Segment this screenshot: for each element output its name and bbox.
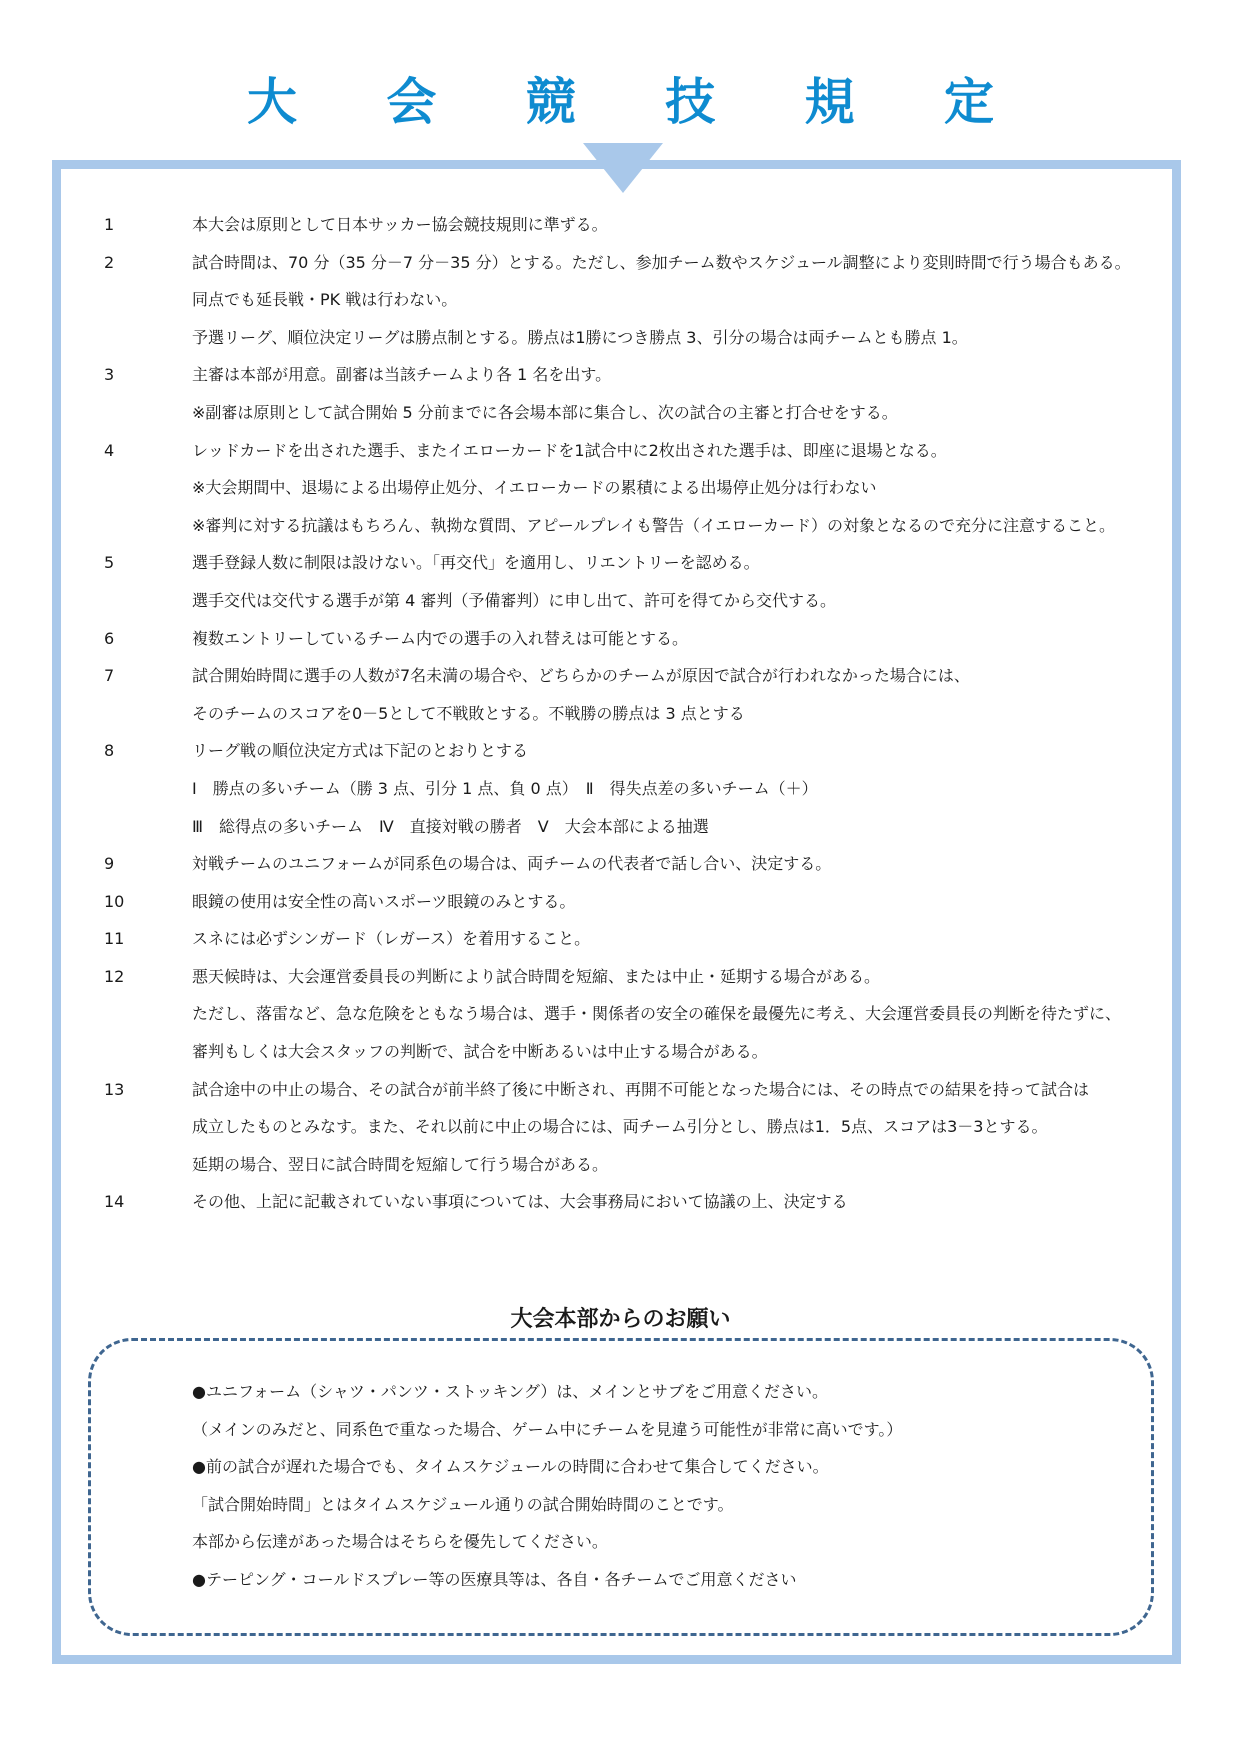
rule-text: Ⅰ 勝点の多いチーム（勝 3 点、引分 1 点、負 0 点） Ⅱ 得失点差の多いチーム（＋） bbox=[192, 778, 818, 798]
rule-text: 延期の場合、翌日に試合時間を短縮して行う場合がある。 bbox=[192, 1154, 609, 1174]
rule-line bbox=[0, 666, 1241, 704]
rules-list bbox=[0, 215, 1241, 1230]
rule-line bbox=[0, 516, 1241, 554]
rule-text: 同点でも延長戦・PK 戦は行わない。 bbox=[192, 290, 458, 310]
rule-text: 予選リーグ、順位決定リーグは勝点制とする。勝点は1勝につき勝点 3、引分の場合は両チームとも勝点 1。 bbox=[192, 327, 968, 347]
rule-number: 13 bbox=[104, 1079, 125, 1099]
rule-text: ※審判に対する抗議はもちろん、執拗な質問、アピールプレイも警告（イエローカード）の対象となるので充分に注意すること。 bbox=[192, 515, 1116, 535]
rule-line bbox=[0, 1192, 1241, 1230]
rule-text: ただし、落雷など、急な危険をともなう場合は、選手・関係者の安全の確保を最優先に考え、大会運営委員長の判断を待たずに、 bbox=[192, 1004, 1121, 1024]
request-line: ●テーピング・コールドスプレー等の医療具等は、各自・各チームでご用意ください bbox=[192, 1569, 797, 1589]
rule-text: リーグ戦の順位決定方式は下記のとおりとする bbox=[192, 741, 529, 761]
rule-number: 12 bbox=[104, 966, 125, 986]
rule-line bbox=[0, 1117, 1241, 1155]
requests-title: 大会本部からのお願い bbox=[510, 1307, 731, 1332]
rule-line bbox=[0, 817, 1241, 855]
rule-number: 7 bbox=[104, 666, 115, 686]
rule-line bbox=[0, 704, 1241, 742]
rule-number: 6 bbox=[104, 628, 115, 648]
frame-notch-decoration bbox=[583, 143, 663, 193]
rule-text: レッドカードを出された選手、またイエローカードを1試合中に2枚出された選手は、即座に退場となる。 bbox=[192, 440, 947, 460]
rule-line bbox=[0, 779, 1241, 817]
rule-number: 9 bbox=[104, 854, 115, 874]
rule-line bbox=[0, 441, 1241, 479]
rule-number: 8 bbox=[104, 741, 115, 761]
rule-line bbox=[0, 553, 1241, 591]
rule-line bbox=[0, 290, 1241, 328]
rule-number: 5 bbox=[104, 553, 115, 573]
rule-line bbox=[0, 629, 1241, 667]
rule-line bbox=[0, 967, 1241, 1005]
rule-number: 14 bbox=[104, 1192, 125, 1212]
request-line: 本部から伝達があった場合はそちらを優先してください。 bbox=[192, 1532, 608, 1552]
rule-text: 複数エントリーしているチーム内での選手の入れ替えは可能とする。 bbox=[192, 628, 689, 648]
rule-line bbox=[0, 403, 1241, 441]
rule-text: 選手登録人数に制限は設けない。「再交代」を適用し、リエントリーを認める。 bbox=[192, 553, 760, 573]
rule-text: 試合途中の中止の場合、その試合が前半終了後に中断され、再開不可能となった場合には、その時点での結果を持って試合は bbox=[192, 1079, 1089, 1099]
request-line: （メインのみだと、同系色で重なった場合、ゲーム中にチームを見違う可能性が非常に高いです。） bbox=[192, 1419, 903, 1439]
rule-number: 4 bbox=[104, 440, 115, 460]
rule-text: そのチームのスコアを0－5として不戦敗とする。不戦勝の勝点は 3 点とする bbox=[192, 703, 745, 723]
rule-text: 試合開始時間に選手の人数が7名未満の場合や、どちらかのチームが原因で試合が行われなかった場合には、 bbox=[192, 666, 970, 686]
rule-text: 成立したものとみなす。また、それ以前に中止の場合には、両チーム引分とし、勝点は1．5点、スコアは3－3とする。 bbox=[192, 1117, 1048, 1137]
request-line: ●前の試合が遅れた場合でも、タイムスケジュールの時間に合わせて集合してください。 bbox=[192, 1457, 829, 1477]
page-title: 大 会 競 技 規 定 bbox=[246, 73, 1031, 131]
rule-text: ※大会期間中、退場による出場停止処分、イエローカードの累積による出場停止処分は行わない bbox=[192, 478, 877, 498]
rule-number: 1 bbox=[104, 215, 115, 234]
rule-line bbox=[0, 215, 1241, 253]
rule-text: 選手交代は交代する選手が第 4 審判（予備審判）に申し出て、許可を得てから交代する。 bbox=[192, 590, 837, 610]
rule-text: 眼鏡の使用は安全性の高いスポーツ眼鏡のみとする。 bbox=[192, 891, 576, 911]
rule-line bbox=[0, 253, 1241, 291]
rule-number: 10 bbox=[104, 891, 125, 911]
rule-number: 2 bbox=[104, 252, 115, 272]
rule-line bbox=[0, 365, 1241, 403]
rule-text: 本大会は原則として日本サッカー協会競技規則に準ずる。 bbox=[192, 215, 608, 234]
rule-line bbox=[0, 1080, 1241, 1118]
rule-number: 11 bbox=[104, 929, 125, 949]
rule-line bbox=[0, 328, 1241, 366]
rule-text: ※副審は原則として試合開始 5 分前までに各会場本部に集合し、次の試合の主審と打合せをする。 bbox=[192, 402, 898, 422]
rule-line bbox=[0, 591, 1241, 629]
rule-line bbox=[0, 1155, 1241, 1193]
rule-line bbox=[0, 478, 1241, 516]
rule-text: 試合時間は、70 分（35 分－7 分－35 分）とする。ただし、参加チーム数やスケジュール調整により変則時間で行う場合もある。 bbox=[192, 252, 1131, 272]
rule-number: 3 bbox=[104, 365, 115, 385]
rule-text: 対戦チームのユニフォームが同系色の場合は、両チームの代表者で話し合い、決定する。 bbox=[192, 854, 832, 874]
rule-line bbox=[0, 929, 1241, 967]
rule-text: その他、上記に記載されていない事項については、大会事務局において協議の上、決定する bbox=[192, 1192, 848, 1212]
requests-list bbox=[192, 1382, 902, 1608]
request-line: ●ユニフォーム（シャツ・パンツ・ストッキング）は、メインとサブをご用意ください。 bbox=[192, 1382, 829, 1401]
request-line: 「試合開始時間」とはタイムスケジュール通りの試合開始時間のことです。 bbox=[192, 1494, 734, 1514]
rule-line bbox=[0, 854, 1241, 892]
rule-line bbox=[0, 1004, 1241, 1042]
rule-text: Ⅲ 総得点の多いチーム Ⅳ 直接対戦の勝者 Ⅴ 大会本部による抽選 bbox=[192, 816, 709, 836]
rule-line bbox=[0, 1042, 1241, 1080]
rule-text: 審判もしくは大会スタッフの判断で、試合を中断あるいは中止する場合がある。 bbox=[192, 1042, 768, 1062]
rule-line bbox=[0, 892, 1241, 930]
rule-line bbox=[0, 741, 1241, 779]
rule-text: スネには必ずシンガード（レガース）を着用すること。 bbox=[192, 929, 591, 949]
rule-text: 主審は本部が用意。副審は当該チームより各 1 名を出す。 bbox=[192, 365, 612, 385]
rule-text: 悪天候時は、大会運営委員長の判断により試合時間を短縮、または中止・延期する場合がある。 bbox=[192, 966, 881, 986]
